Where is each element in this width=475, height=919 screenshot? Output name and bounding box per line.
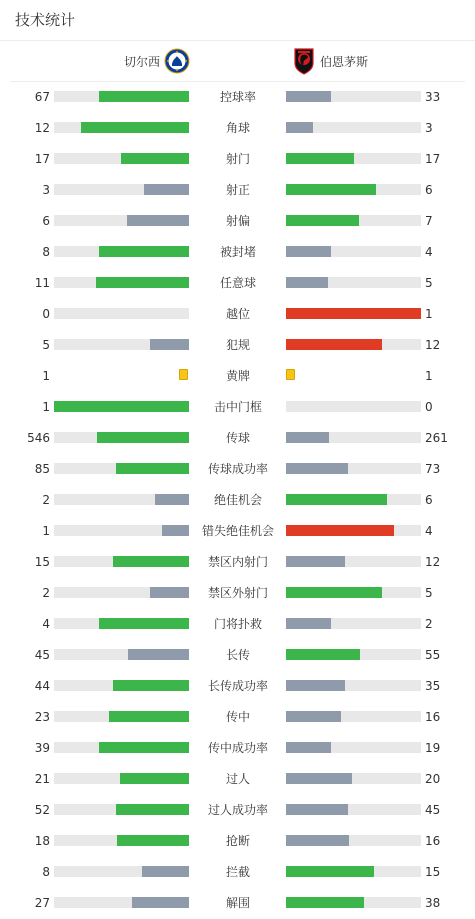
home-bar-fill [99, 742, 189, 753]
home-bar-fill [121, 153, 189, 164]
away-value: 261 [425, 431, 448, 445]
chelsea-crest-icon [164, 48, 190, 74]
home-bar-fill [127, 215, 189, 226]
away-bar-fill [286, 463, 348, 474]
title-divider [0, 40, 475, 41]
away-bar-fill [286, 742, 331, 753]
home-value: 1 [42, 524, 50, 538]
away-bar-fill [286, 215, 359, 226]
away-bar-track [286, 463, 421, 474]
away-bar-track [286, 91, 421, 102]
home-team-name: 切尔西 [123, 54, 160, 69]
away-value: 12 [425, 555, 441, 569]
home-bar-track [54, 463, 189, 474]
away-bar-fill [286, 432, 329, 443]
away-value: 4 [425, 524, 433, 538]
stat-label: 长传成功率 [207, 679, 268, 693]
away-value: 45 [425, 803, 441, 817]
stat-row [0, 242, 475, 262]
away-bar-track [286, 556, 421, 567]
away-value: 6 [425, 493, 433, 507]
home-value: 11 [34, 276, 50, 290]
home-value: 45 [34, 648, 50, 662]
home-bar-track [54, 494, 189, 505]
away-bar-fill [286, 773, 352, 784]
home-value: 52 [34, 803, 50, 817]
away-bar-track [286, 494, 421, 505]
home-value: 17 [34, 152, 50, 166]
home-value: 546 [27, 431, 50, 445]
home-value: 18 [34, 834, 50, 848]
home-bar-fill [97, 432, 189, 443]
home-bar-track [54, 122, 189, 133]
away-bar-fill [286, 897, 364, 908]
stat-label: 击中门框 [213, 400, 262, 414]
home-bar-fill [113, 680, 189, 691]
stat-row [0, 335, 475, 355]
header-divider [10, 81, 465, 82]
stat-label: 抢断 [225, 834, 250, 848]
away-bar-track [286, 866, 421, 877]
away-value: 16 [425, 710, 441, 724]
away-bar-track [286, 680, 421, 691]
away-bar-track [286, 835, 421, 846]
stat-row [0, 273, 475, 293]
home-bar-track [54, 835, 189, 846]
home-bar-track [54, 339, 189, 350]
away-bar-fill [286, 711, 341, 722]
home-bar-fill [96, 277, 189, 288]
stat-row [0, 707, 475, 727]
home-value: 44 [34, 679, 50, 693]
home-bar-fill [116, 804, 189, 815]
home-value: 5 [42, 338, 50, 352]
stat-label: 射正 [225, 183, 250, 197]
away-value: 35 [425, 679, 441, 693]
home-value: 0 [42, 307, 50, 321]
stat-label: 门将扑救 [213, 617, 262, 631]
away-team[interactable] [292, 46, 368, 76]
away-value: 33 [425, 90, 441, 104]
away-bar-fill [286, 122, 313, 133]
home-bar-fill [117, 835, 189, 846]
away-bar-track [286, 308, 421, 319]
away-value: 12 [425, 338, 441, 352]
away-bar-track [286, 649, 421, 660]
stat-label: 角球 [225, 121, 250, 135]
stat-row [0, 87, 475, 107]
home-bar-fill [99, 91, 189, 102]
home-value: 8 [42, 245, 50, 259]
home-value: 23 [34, 710, 50, 724]
stat-row [0, 583, 475, 603]
stat-label: 过人成功率 [207, 803, 268, 817]
away-bar-track [286, 432, 421, 443]
stat-label: 禁区内射门 [207, 555, 268, 569]
home-bar-fill [162, 525, 189, 536]
home-bar-track [54, 401, 189, 412]
home-bar-fill [150, 339, 189, 350]
away-bar-track [286, 711, 421, 722]
away-bar-track [286, 587, 421, 598]
home-value: 1 [42, 369, 50, 383]
away-bar-track [286, 897, 421, 908]
stat-label: 拦截 [225, 865, 250, 879]
away-bar-track [286, 401, 421, 412]
home-bar-track [54, 866, 189, 877]
home-value: 6 [42, 214, 50, 228]
page-title: 技术统计 [15, 11, 76, 29]
home-bar-track [54, 680, 189, 691]
stat-label: 解围 [225, 896, 250, 910]
away-value: 1 [425, 369, 433, 383]
home-bar-fill [150, 587, 189, 598]
home-value: 12 [34, 121, 50, 135]
home-value: 15 [34, 555, 50, 569]
stat-row [0, 459, 475, 479]
home-bar-track [54, 587, 189, 598]
away-value: 73 [425, 462, 441, 476]
away-bar-fill [286, 649, 360, 660]
home-bar-fill [99, 618, 189, 629]
stat-label: 黄牌 [225, 369, 250, 383]
stat-row [0, 831, 475, 851]
away-value: 0 [425, 400, 433, 414]
home-bar-fill [144, 184, 189, 195]
stat-row [0, 366, 475, 386]
away-bar-fill [286, 804, 348, 815]
home-bar-track [54, 804, 189, 815]
stat-row [0, 676, 475, 696]
home-value: 4 [42, 617, 50, 631]
away-bar-track [286, 215, 421, 226]
home-bar-fill [109, 711, 189, 722]
away-value: 3 [425, 121, 433, 135]
home-bar-fill [54, 401, 189, 412]
home-bar-track [54, 742, 189, 753]
home-value: 67 [34, 90, 50, 104]
away-bar-fill [286, 680, 345, 691]
away-bar-track [286, 277, 421, 288]
away-bar-track [286, 184, 421, 195]
home-bar-track [54, 711, 189, 722]
home-bar-track [54, 184, 189, 195]
away-bar-track [286, 742, 421, 753]
stat-label: 绝佳机会 [213, 493, 262, 507]
home-bar-fill [132, 897, 189, 908]
away-value: 5 [425, 586, 433, 600]
stat-label: 禁区外射门 [207, 586, 268, 600]
away-bar-fill [286, 587, 382, 598]
home-bar-fill [128, 649, 189, 660]
home-bar-fill [113, 556, 189, 567]
away-value: 17 [425, 152, 441, 166]
away-value: 4 [425, 245, 433, 259]
away-value: 38 [425, 896, 441, 910]
home-bar-track [54, 432, 189, 443]
away-yellow-card-icon [286, 369, 295, 380]
away-bar-track [286, 339, 421, 350]
away-bar-fill [286, 556, 345, 567]
home-team[interactable] [124, 46, 190, 76]
stat-label: 传球成功率 [207, 462, 268, 476]
away-bar-fill [286, 153, 354, 164]
away-value: 20 [425, 772, 441, 786]
away-bar-fill [286, 308, 421, 319]
stat-row [0, 800, 475, 820]
away-value: 5 [425, 276, 433, 290]
away-bar-fill [286, 277, 328, 288]
away-bar-fill [286, 525, 394, 536]
stat-label: 传中成功率 [207, 741, 268, 755]
stat-row [0, 180, 475, 200]
away-team-name: 伯恩茅斯 [320, 54, 369, 69]
stat-label: 射偏 [225, 214, 250, 228]
home-bar-track [54, 649, 189, 660]
home-bar-track [54, 277, 189, 288]
away-bar-track [286, 153, 421, 164]
home-bar-fill [116, 463, 189, 474]
stat-label: 错失绝佳机会 [201, 524, 274, 538]
stat-row [0, 304, 475, 324]
away-bar-fill [286, 91, 331, 102]
home-bar-track [54, 308, 189, 319]
away-bar-track [286, 122, 421, 133]
home-bar-track [54, 897, 189, 908]
teams-header [0, 46, 475, 76]
away-bar-track [286, 246, 421, 257]
away-bar-fill [286, 494, 387, 505]
away-value: 2 [425, 617, 433, 631]
bournemouth-crest-icon [292, 47, 316, 75]
home-value: 3 [42, 183, 50, 197]
away-bar-fill [286, 835, 349, 846]
stat-row [0, 428, 475, 448]
stat-label: 射门 [225, 152, 250, 166]
stat-row [0, 738, 475, 758]
away-value: 55 [425, 648, 441, 662]
home-value: 39 [34, 741, 50, 755]
away-value: 7 [425, 214, 433, 228]
stat-label: 任意球 [219, 276, 256, 290]
home-value: 85 [34, 462, 50, 476]
stat-row [0, 893, 475, 913]
stat-label: 长传 [225, 648, 250, 662]
home-bar-track [54, 556, 189, 567]
home-value: 2 [42, 586, 50, 600]
home-bar-fill [99, 246, 189, 257]
away-value: 16 [425, 834, 441, 848]
stat-label: 被封堵 [219, 245, 256, 259]
away-bar-fill [286, 246, 331, 257]
stat-row [0, 862, 475, 882]
stat-row [0, 149, 475, 169]
stat-row [0, 118, 475, 138]
stat-row [0, 211, 475, 231]
home-bar-fill [142, 866, 189, 877]
away-value: 15 [425, 865, 441, 879]
stat-label: 传球 [225, 431, 250, 445]
away-bar-track [286, 773, 421, 784]
home-value: 1 [42, 400, 50, 414]
home-value: 2 [42, 493, 50, 507]
home-bar-fill [120, 773, 189, 784]
stat-row [0, 397, 475, 417]
away-value: 1 [425, 307, 433, 321]
away-bar-fill [286, 866, 374, 877]
away-value: 19 [425, 741, 441, 755]
home-bar-track [54, 153, 189, 164]
stat-label: 越位 [225, 307, 250, 321]
stat-row [0, 645, 475, 665]
home-value: 27 [34, 896, 50, 910]
stat-row [0, 552, 475, 572]
stat-row [0, 521, 475, 541]
away-bar-track [286, 618, 421, 629]
stat-label: 过人 [225, 772, 250, 786]
stat-label: 传中 [225, 710, 250, 724]
home-value: 21 [34, 772, 50, 786]
home-value: 8 [42, 865, 50, 879]
away-value: 6 [425, 183, 433, 197]
away-bar-fill [286, 339, 382, 350]
away-bar-fill [286, 618, 331, 629]
home-bar-track [54, 91, 189, 102]
away-bar-track [286, 804, 421, 815]
home-bar-track [54, 525, 189, 536]
away-bar-track [286, 525, 421, 536]
home-yellow-card-icon [179, 369, 188, 380]
home-bar-track [54, 773, 189, 784]
stat-label: 犯规 [225, 338, 250, 352]
away-bar-fill [286, 184, 376, 195]
stat-row [0, 614, 475, 634]
stat-row [0, 769, 475, 789]
home-bar-track [54, 618, 189, 629]
home-bar-fill [155, 494, 189, 505]
stat-label: 控球率 [219, 90, 256, 104]
home-bar-fill [81, 122, 189, 133]
home-bar-track [54, 246, 189, 257]
stat-row [0, 490, 475, 510]
home-bar-track [54, 215, 189, 226]
